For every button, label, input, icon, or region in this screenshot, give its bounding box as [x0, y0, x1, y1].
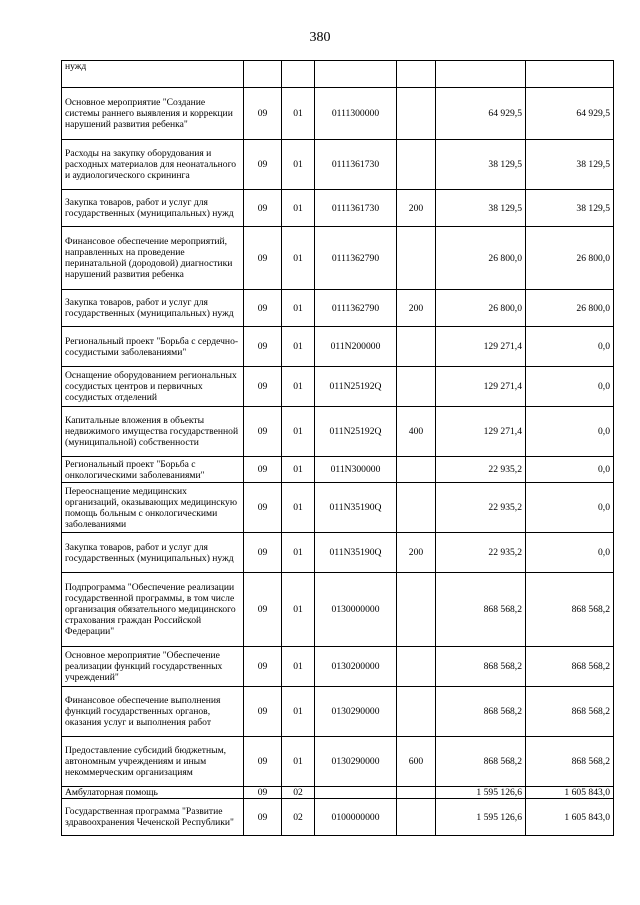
subsection-code: 01	[282, 647, 315, 687]
amount-year-1: 26 800,0	[436, 290, 526, 327]
amount-year-1: 64 929,5	[436, 88, 526, 140]
expense-type-code	[397, 573, 436, 647]
row-name: Финансовое обеспечение мероприятий, направленных на проведение перинатальной (дородовой) диагностики нарушений развития ребенка	[62, 227, 244, 290]
amount-year-2: 26 800,0	[526, 290, 614, 327]
table-row	[62, 799, 614, 836]
row-name: Амбулаторная помощь	[62, 787, 244, 799]
amount-year-2: 0,0	[526, 367, 614, 407]
target-article-code: 0111300000	[315, 88, 397, 140]
amount-year-2: 0,0	[526, 327, 614, 367]
section-code: 09	[244, 190, 282, 227]
table-row	[62, 533, 614, 573]
section-code: 09	[244, 227, 282, 290]
table-row	[62, 227, 614, 290]
section-code: 09	[244, 88, 282, 140]
table-row	[62, 327, 614, 367]
expense-type-code	[397, 799, 436, 836]
expense-type-code: 200	[397, 290, 436, 327]
amount-year-1: 1 595 126,6	[436, 799, 526, 836]
subsection-code: 01	[282, 367, 315, 407]
amount-year-2	[526, 61, 614, 88]
section-code: 09	[244, 140, 282, 190]
target-article-code: 0130290000	[315, 687, 397, 737]
target-article-code: 011N25192Q	[315, 407, 397, 457]
target-article-code: 0130200000	[315, 647, 397, 687]
expense-type-code	[397, 787, 436, 799]
amount-year-1	[436, 61, 526, 88]
table-row	[62, 483, 614, 533]
target-article-code: 0130290000	[315, 737, 397, 787]
expense-type-code: 400	[397, 407, 436, 457]
subsection-code: 01	[282, 533, 315, 573]
amount-year-1: 22 935,2	[436, 533, 526, 573]
table-row	[62, 787, 614, 799]
subsection-code: 01	[282, 140, 315, 190]
target-article-code: 0111361730	[315, 190, 397, 227]
row-name: Основное мероприятие "Создание системы раннего выявления и коррекции нарушений развития ребенка"	[62, 88, 244, 140]
amount-year-2: 0,0	[526, 407, 614, 457]
expense-type-code	[397, 687, 436, 737]
row-name: Финансовое обеспечение выполнения функций государственных органов, оказания услуг и выполнения работ	[62, 687, 244, 737]
row-name: Подпрограмма "Обеспечение реализации государственной программы, в том числе организация обязательного медицинского страхования граждан Российской Федерации"	[62, 573, 244, 647]
row-name: Региональный проект "Борьба с онкологическими заболеваниями"	[62, 457, 244, 483]
section-code: 09	[244, 787, 282, 799]
subsection-code: 01	[282, 290, 315, 327]
expense-type-code	[397, 61, 436, 88]
subsection-code: 01	[282, 88, 315, 140]
subsection-code: 01	[282, 190, 315, 227]
subsection-code: 01	[282, 737, 315, 787]
row-name: Переоснащение медицинских организаций, оказывающих медицинскую помощь больным с онкологическими заболеваниями	[62, 483, 244, 533]
budget-table	[61, 60, 614, 836]
expense-type-code	[397, 227, 436, 290]
amount-year-2: 38 129,5	[526, 190, 614, 227]
section-code: 09	[244, 407, 282, 457]
amount-year-1: 868 568,2	[436, 573, 526, 647]
target-article-code: 0100000000	[315, 799, 397, 836]
section-code: 09	[244, 483, 282, 533]
row-name: Основное мероприятие "Обеспечение реализации функций государственных учреждений"	[62, 647, 244, 687]
amount-year-2: 868 568,2	[526, 687, 614, 737]
table-row	[62, 687, 614, 737]
target-article-code: 0111361730	[315, 140, 397, 190]
section-code: 09	[244, 573, 282, 647]
target-article-code: 011N25192Q	[315, 367, 397, 407]
amount-year-2: 1 605 843,0	[526, 787, 614, 799]
target-article-code	[315, 61, 397, 88]
target-article-code: 011N35190Q	[315, 483, 397, 533]
target-article-code: 0111362790	[315, 290, 397, 327]
amount-year-1: 868 568,2	[436, 687, 526, 737]
subsection-code: 01	[282, 407, 315, 457]
subsection-code	[282, 61, 315, 88]
amount-year-1: 38 129,5	[436, 190, 526, 227]
amount-year-2: 1 605 843,0	[526, 799, 614, 836]
row-name: Оснащение оборудованием региональных сосудистых центров и первичных сосудистых отделений	[62, 367, 244, 407]
amount-year-1: 868 568,2	[436, 647, 526, 687]
subsection-code: 01	[282, 227, 315, 290]
table-row	[62, 190, 614, 227]
row-name: Предоставление субсидий бюджетным, автономным учреждениям и иным некоммерческим организациям	[62, 737, 244, 787]
target-article-code: 0130000000	[315, 573, 397, 647]
expense-type-code: 200	[397, 190, 436, 227]
expense-type-code	[397, 367, 436, 407]
subsection-code: 01	[282, 327, 315, 367]
expense-type-code	[397, 140, 436, 190]
expense-type-code	[397, 327, 436, 367]
amount-year-1: 22 935,2	[436, 483, 526, 533]
expense-type-code: 200	[397, 533, 436, 573]
table-row	[62, 88, 614, 140]
amount-year-2: 0,0	[526, 533, 614, 573]
amount-year-2: 26 800,0	[526, 227, 614, 290]
subsection-code: 02	[282, 799, 315, 836]
section-code	[244, 61, 282, 88]
amount-year-1: 1 595 126,6	[436, 787, 526, 799]
table-row	[62, 457, 614, 483]
table-row	[62, 737, 614, 787]
subsection-code: 01	[282, 687, 315, 737]
amount-year-1: 129 271,4	[436, 367, 526, 407]
amount-year-2: 38 129,5	[526, 140, 614, 190]
amount-year-1: 129 271,4	[436, 327, 526, 367]
target-article-code	[315, 787, 397, 799]
row-name: Региональный проект "Борьба с сердечно-сосудистыми заболеваниями"	[62, 327, 244, 367]
amount-year-2: 868 568,2	[526, 647, 614, 687]
table-row	[62, 647, 614, 687]
expense-type-code	[397, 88, 436, 140]
amount-year-1: 129 271,4	[436, 407, 526, 457]
expense-type-code: 600	[397, 737, 436, 787]
section-code: 09	[244, 533, 282, 573]
row-name: нужд	[62, 61, 244, 88]
target-article-code: 011N300000	[315, 457, 397, 483]
row-name: Капитальные вложения в объекты недвижимого имущества государственной (муниципальной) собственности	[62, 407, 244, 457]
table-row	[62, 367, 614, 407]
row-name: Государственная программа "Развитие здравоохранения Чеченской Республики"	[62, 799, 244, 836]
expense-type-code	[397, 647, 436, 687]
amount-year-2: 64 929,5	[526, 88, 614, 140]
row-name: Закупка товаров, работ и услуг для государственных (муниципальных) нужд	[62, 290, 244, 327]
subsection-code: 02	[282, 787, 315, 799]
amount-year-1: 38 129,5	[436, 140, 526, 190]
subsection-code: 01	[282, 457, 315, 483]
table-row	[62, 61, 614, 88]
amount-year-2: 868 568,2	[526, 737, 614, 787]
target-article-code: 011N35190Q	[315, 533, 397, 573]
section-code: 09	[244, 457, 282, 483]
table-row	[62, 140, 614, 190]
section-code: 09	[244, 799, 282, 836]
table-row	[62, 407, 614, 457]
section-code: 09	[244, 290, 282, 327]
section-code: 09	[244, 687, 282, 737]
page-number: 380	[309, 30, 331, 45]
row-name: Закупка товаров, работ и услуг для государственных (муниципальных) нужд	[62, 533, 244, 573]
section-code: 09	[244, 647, 282, 687]
table-row	[62, 290, 614, 327]
expense-type-code	[397, 457, 436, 483]
amount-year-2: 0,0	[526, 483, 614, 533]
amount-year-1: 868 568,2	[436, 737, 526, 787]
amount-year-1: 22 935,2	[436, 457, 526, 483]
section-code: 09	[244, 327, 282, 367]
row-name: Закупка товаров, работ и услуг для государственных (муниципальных) нужд	[62, 190, 244, 227]
row-name: Расходы на закупку оборудования и расходных материалов для неонатального и аудиологического скрининга	[62, 140, 244, 190]
subsection-code: 01	[282, 573, 315, 647]
target-article-code: 011N200000	[315, 327, 397, 367]
amount-year-1: 26 800,0	[436, 227, 526, 290]
table-row	[62, 573, 614, 647]
expense-type-code	[397, 483, 436, 533]
amount-year-2: 0,0	[526, 457, 614, 483]
section-code: 09	[244, 367, 282, 407]
section-code: 09	[244, 737, 282, 787]
amount-year-2: 868 568,2	[526, 573, 614, 647]
target-article-code: 0111362790	[315, 227, 397, 290]
subsection-code: 01	[282, 483, 315, 533]
